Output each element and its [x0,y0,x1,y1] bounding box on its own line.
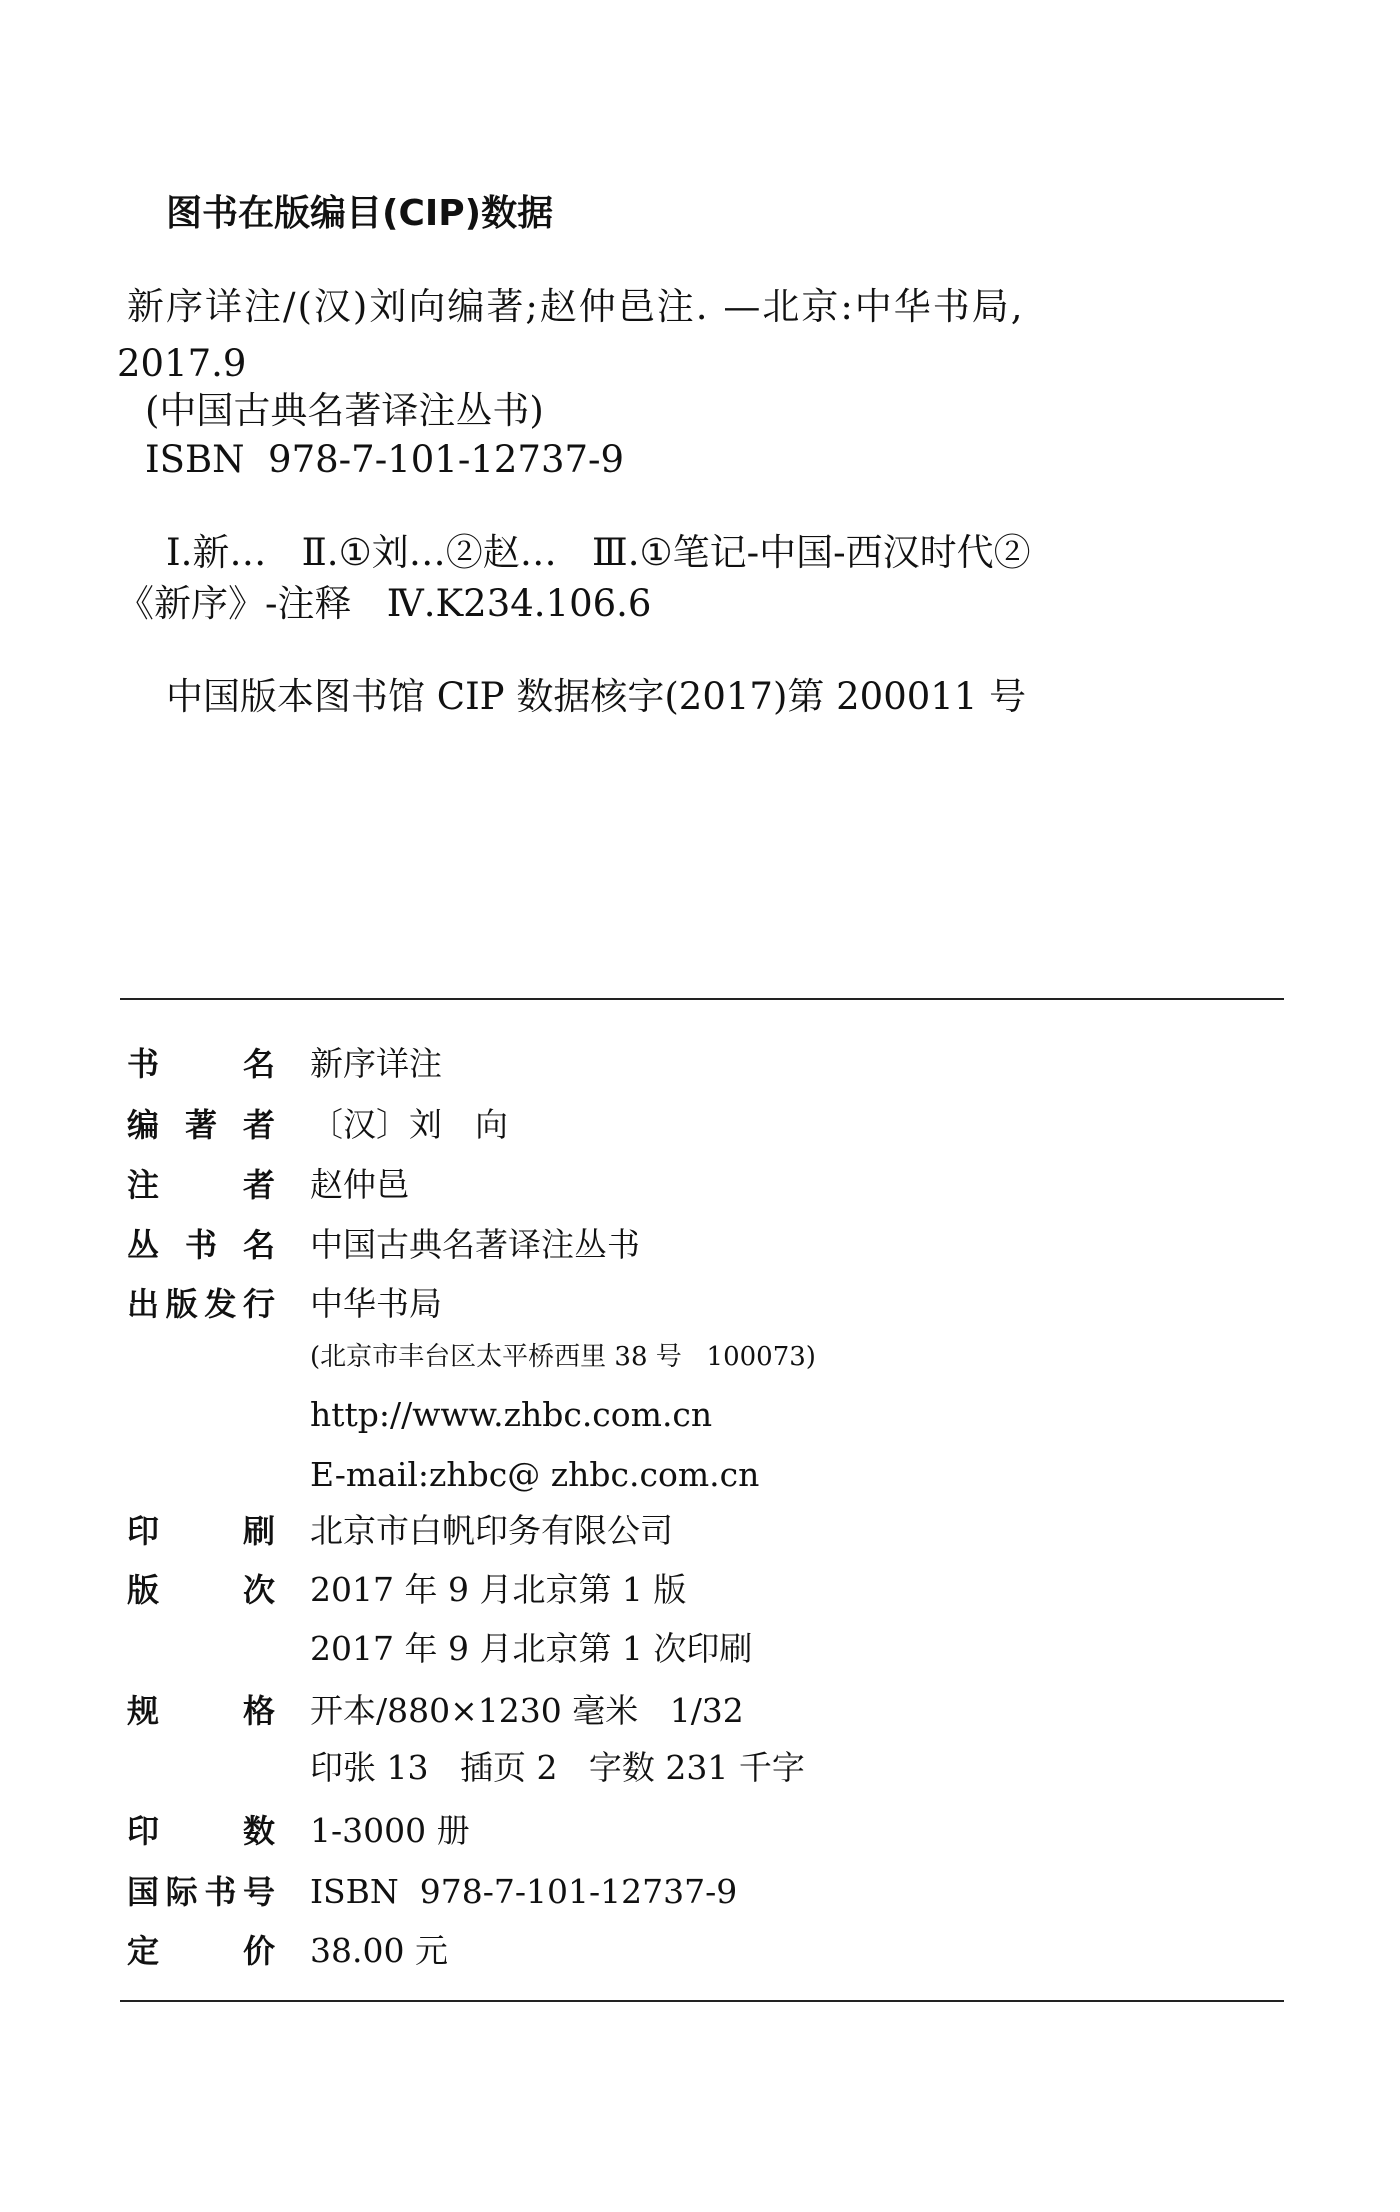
value-author: 〔汉〕刘 向 [310,1105,508,1144]
label-annotator: 注者 [127,1166,275,1204]
cip-line-date: 2017.9 [117,342,247,385]
value-edition: 2017 年 9 月北京第 1 版 [310,1570,687,1609]
value-price: 38.00 元 [310,1931,448,1970]
label-series: 丛书名 [127,1226,275,1264]
value-email[interactable]: E-mail:zhbc@ zhbc.com.cn [310,1455,760,1494]
label-printer: 印刷 [127,1512,275,1550]
cip-line-title-author: 新序详注/(汉)刘向编著;赵仲邑注. —北京:中华书局, [127,285,1025,328]
bottom-divider [120,2000,1284,2002]
label-author: 编著者 [127,1106,275,1144]
top-divider [120,998,1284,1000]
value-address: (北京市丰台区太平桥西里 38 号 100073) [310,1342,816,1372]
label-spec: 规格 [127,1692,275,1730]
value-spec-2: 印张 13 插页 2 字数 231 千字 [310,1748,805,1787]
value-publisher: 中华书局 [310,1284,442,1323]
cip-record-number: 中国版本图书馆 CIP 数据核字(2017)第 200011 号 [166,675,1027,718]
cip-line-series: (中国古典名著译注丛书) [145,389,544,432]
cip-heading: 图书在版编目(CIP)数据 [166,193,554,234]
label-isbn: 国际书号 [127,1873,275,1911]
value-spec: 开本/880×1230 毫米 1/32 [310,1691,744,1730]
label-price: 定价 [127,1932,275,1970]
cip-line-subjects-1: Ⅰ.新… Ⅱ.①刘…②赵… Ⅲ.①笔记-中国-西汉时代② [166,531,1031,574]
value-website[interactable]: http://www.zhbc.com.cn [310,1395,713,1434]
value-printer: 北京市白帆印务有限公司 [310,1511,673,1550]
label-title: 书名 [127,1045,275,1083]
value-printing: 2017 年 9 月北京第 1 次印刷 [310,1629,753,1668]
cip-line-isbn: ISBN 978-7-101-12737-9 [145,438,625,481]
value-print-run: 1-3000 册 [310,1811,470,1850]
label-print-run: 印数 [127,1812,275,1850]
value-annotator: 赵仲邑 [310,1165,409,1204]
label-publisher: 出版发行 [127,1285,275,1323]
cip-line-subjects-2: 《新序》-注释 Ⅳ.K234.106.6 [117,582,652,625]
value-series: 中国古典名著译注丛书 [310,1225,640,1264]
value-title: 新序详注 [310,1044,442,1083]
value-isbn: ISBN 978-7-101-12737-9 [310,1872,738,1911]
label-edition: 版次 [127,1571,275,1609]
